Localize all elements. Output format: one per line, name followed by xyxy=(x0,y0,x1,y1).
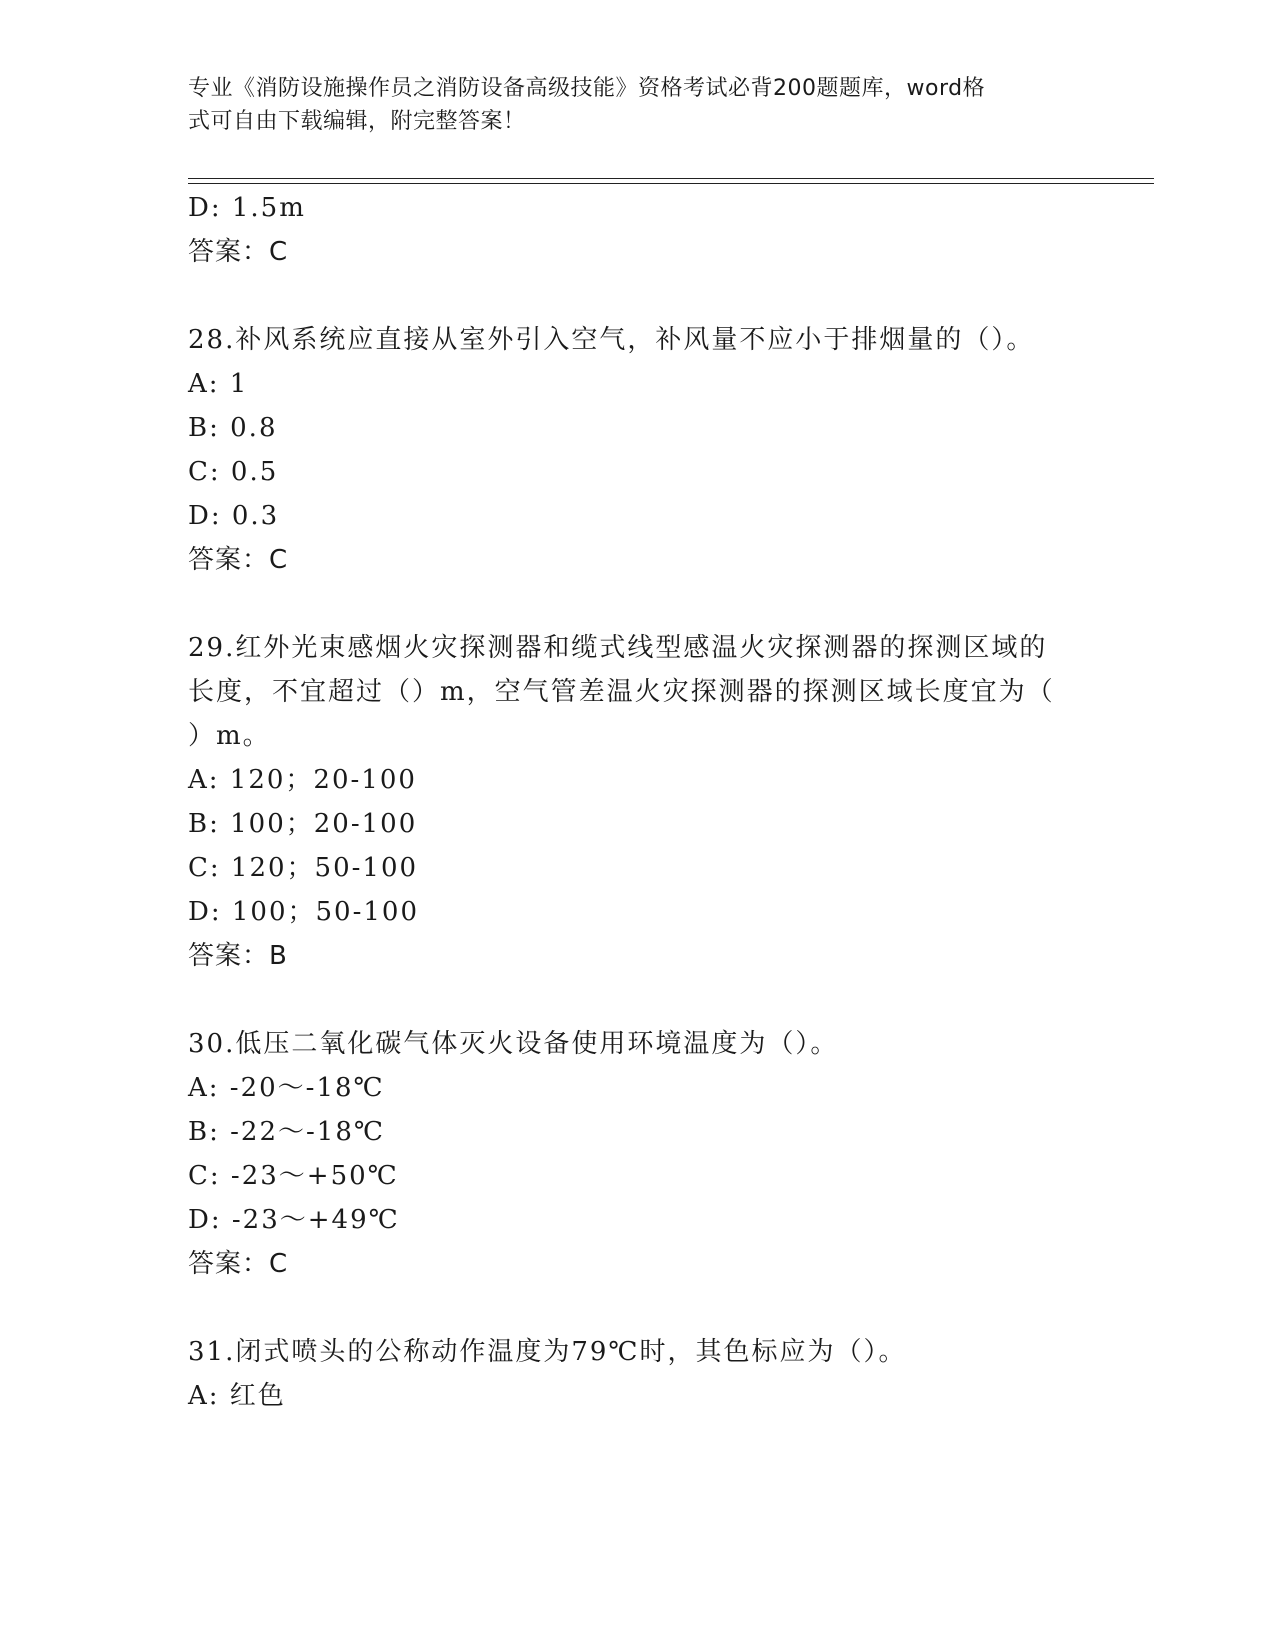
q31-option-a: A: 红色 xyxy=(188,1381,286,1411)
q28-option-d: D: 0.3 xyxy=(188,501,280,531)
q29-answer: 答案：B xyxy=(188,941,288,971)
q28-stem: 28.补风系统应直接从室外引入空气，补风量不应小于排烟量的（）。 xyxy=(188,325,1035,355)
q30-option-c: C: -23～+50℃ xyxy=(188,1161,399,1191)
q29-option-c: C: 120；50-100 xyxy=(188,853,419,883)
q29-option-d: D: 100；50-100 xyxy=(188,897,419,927)
q29-stem-line-3: ）m。 xyxy=(188,721,271,751)
header-divider-top xyxy=(188,178,1154,179)
q31-stem: 31.闭式喷头的公称动作温度为79℃时，其色标应为（）。 xyxy=(188,1337,907,1367)
q30-option-d: D: -23～+49℃ xyxy=(188,1205,400,1235)
header-line-2: 式可自由下载编辑，附完整答案！ xyxy=(188,109,526,134)
q28-option-c: C: 0.5 xyxy=(188,457,279,487)
header-line-1: 专业《消防设施操作员之消防设备高级技能》资格考试必背200题题库，word格 xyxy=(188,76,986,101)
q28-answer: 答案：C xyxy=(188,545,289,575)
q28-option-b: B: 0.8 xyxy=(188,413,278,443)
q29-stem-line-1: 29.红外光束感烟火灾探测器和缆式线型感温火灾探测器的探测区域的 xyxy=(188,633,1048,663)
document-header xyxy=(188,72,1068,138)
prev-option-d: D: 1.5m xyxy=(188,193,306,223)
q30-option-a: A: -20～-18℃ xyxy=(188,1073,385,1103)
header-divider-bottom xyxy=(188,183,1154,184)
q30-option-b: B: -22～-18℃ xyxy=(188,1117,385,1147)
q29-option-b: B: 100；20-100 xyxy=(188,809,418,839)
q29-option-a: A: 120；20-100 xyxy=(188,765,417,795)
prev-answer: 答案：C xyxy=(188,237,289,267)
q30-answer: 答案：C xyxy=(188,1249,289,1279)
q29-stem-line-2: 长度，不宜超过（）m，空气管差温火灾探测器的探测区域长度宜为（ xyxy=(188,677,1055,707)
q28-option-a: A: 1 xyxy=(188,369,249,399)
q30-stem: 30.低压二氧化碳气体灭火设备使用环境温度为（）。 xyxy=(188,1029,839,1059)
